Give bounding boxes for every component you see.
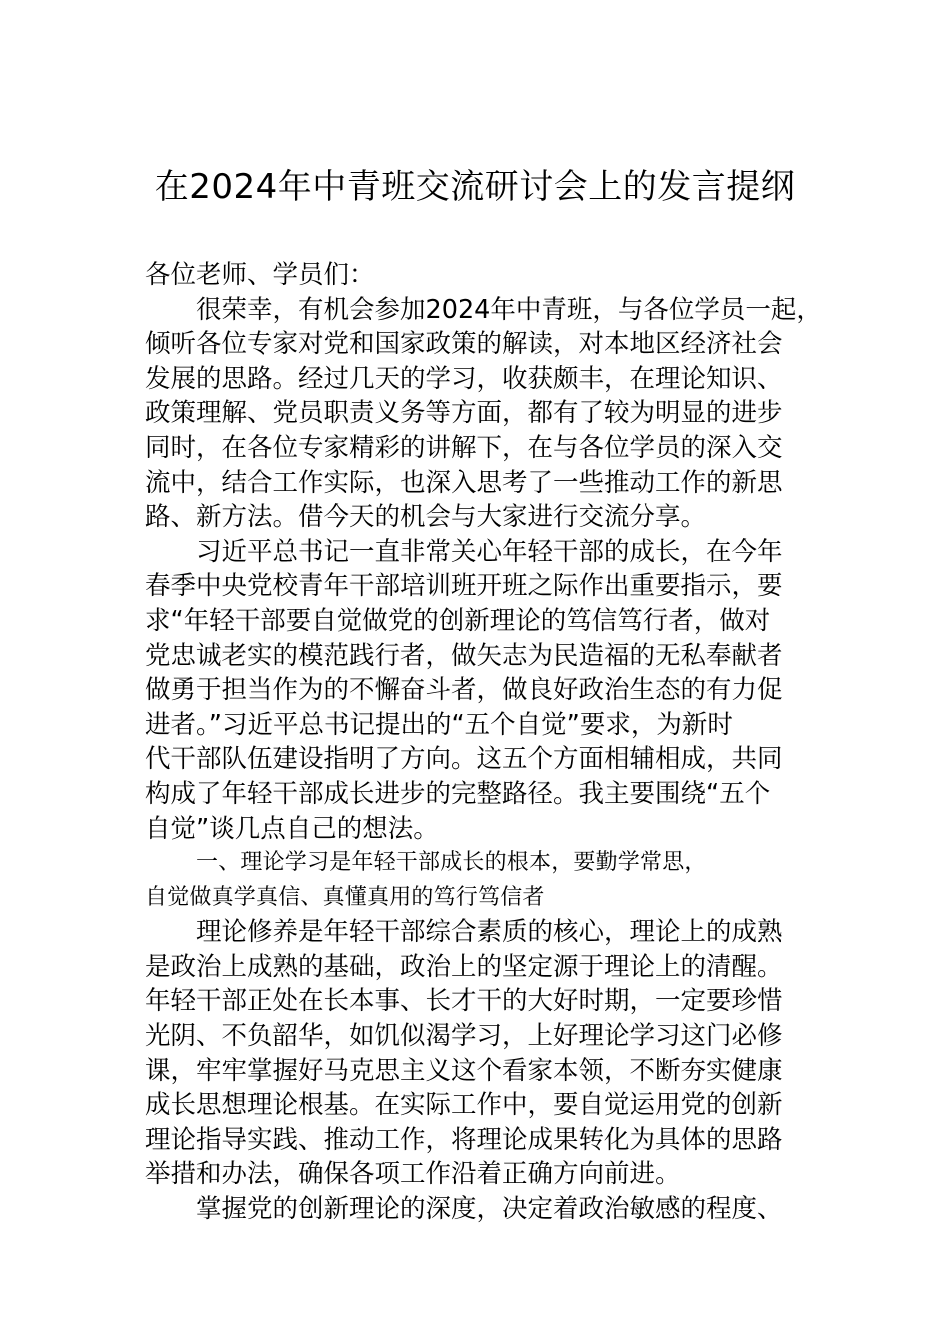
section-heading-line: 一、理论学习是年轻干部成长的根本，要勤学常思，: [196, 850, 707, 876]
paragraph-line: 习近平总书记一直非常关心年轻干部的成长，在今年: [196, 536, 783, 567]
paragraph-line: 求“年轻干部要自觉做党的创新理论的笃信笃行者，做对: [145, 605, 771, 636]
paragraph-line: 自觉”谈几点自己的想法。: [145, 813, 439, 844]
paragraph-line: 很荣幸，有机会参加2024年中青班，与各位学员一起，: [196, 294, 822, 325]
paragraph-line: 流中，结合工作实际，也深入思考了一些推动工作的新思: [145, 467, 783, 498]
paragraph-line: 同时，在各位专家精彩的讲解下，在与各位学员的深入交: [145, 432, 783, 463]
paragraph-line: 政策理解、党员职责义务等方面，都有了较为明显的进步: [145, 398, 783, 429]
paragraph-line: 理论修养是年轻干部综合素质的核心，理论上的成熟: [196, 917, 783, 948]
paragraph-line: 党忠诚老实的模范践行者，做矢志为民造福的无私奉献者: [145, 640, 783, 671]
paragraph-line: 春季中央党校青年干部培训班开班之际作出重要指示，要: [145, 571, 783, 602]
paragraph-line: 成长思想理论根基。在实际工作中，要自觉运用党的创新: [145, 1090, 783, 1121]
paragraph-line: 代干部队伍建设指明了方向。这五个方面相辅相成，共同: [145, 744, 783, 775]
paragraph-line: 课，牢牢掌握好马克思主义这个看家本领，不断夯实健康: [145, 1055, 783, 1086]
paragraph-line: 构成了年轻干部成长进步的完整路径。我主要围绕“五个: [145, 778, 771, 809]
section-heading-line: 自觉做真学真信、真懂真用的笃行笃信者: [145, 884, 545, 910]
paragraph-line: 掌握党的创新理论的深度，决定着政治敏感的程度、: [196, 1194, 783, 1225]
document-title: 在2024年中青班交流研讨会上的发言提纲: [154, 167, 796, 207]
paragraph-line: 光阴、不负韶华，如饥似渴学习，上好理论学习这门必修: [145, 1021, 783, 1052]
paragraph-line: 发展的思路。经过几天的学习，收获颇丰，在理论知识、: [145, 363, 783, 394]
salutation-line: 各位老师、学员们：: [145, 260, 375, 290]
paragraph-line: 是政治上成熟的基础，政治上的坚定源于理论上的清醒。: [145, 951, 783, 982]
paragraph-line: 举措和办法，确保各项工作沿着正确方向前进。: [145, 1159, 681, 1190]
paragraph-line: 做勇于担当作为的不懈奋斗者，做良好政治生态的有力促: [145, 675, 783, 706]
paragraph-line: 进者。”习近平总书记提出的“五个自觉”要求，为新时: [145, 709, 733, 740]
document-body: [145, 258, 825, 1227]
paragraph-line: 倾听各位专家对党和国家政策的解读，对本地区经济社会: [145, 329, 783, 360]
paragraph-line: 年轻干部正处在长本事、长才干的大好时期，一定要珍惜: [145, 986, 783, 1017]
paragraph-line: 路、新方法。借今天的机会与大家进行交流分享。: [145, 502, 707, 533]
paragraph-line: 理论指导实践、推动工作，将理论成果转化为具体的思路: [145, 1124, 783, 1155]
